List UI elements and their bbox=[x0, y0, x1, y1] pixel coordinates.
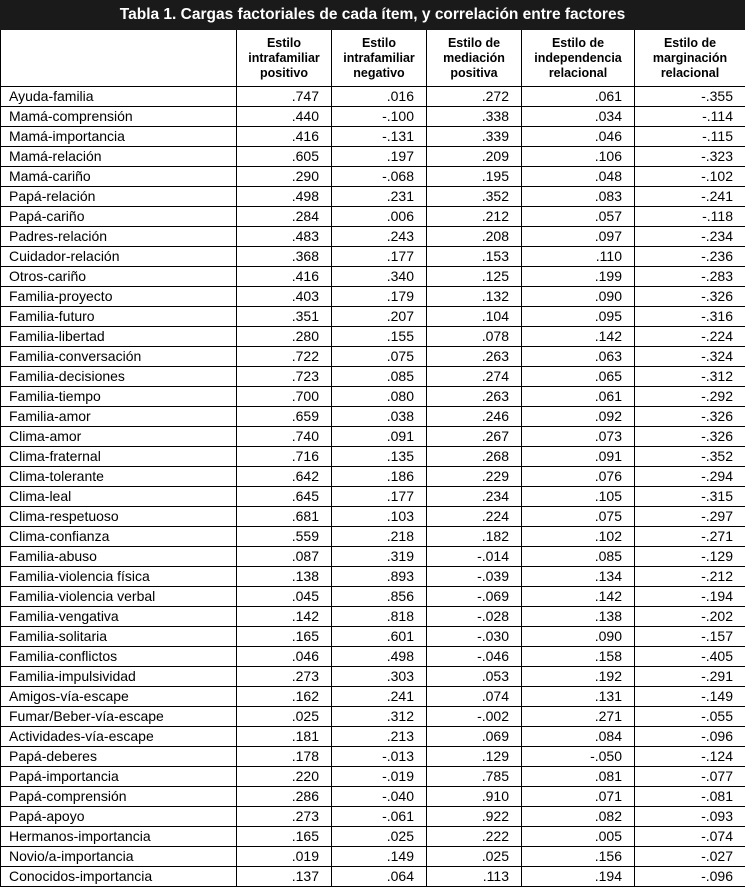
table-row bbox=[1, 127, 745, 147]
item-label: Ayuda-familia bbox=[1, 87, 237, 107]
table-row bbox=[1, 467, 745, 487]
factor-loading-cell: .091 bbox=[332, 427, 427, 447]
factor-loading-cell: .083 bbox=[522, 187, 635, 207]
factor-loading-cell: -.312 bbox=[635, 367, 745, 387]
item-label: Familia-impulsividad bbox=[1, 667, 237, 687]
factor-loading-cell: .195 bbox=[427, 167, 522, 187]
factor-loading-cell: .351 bbox=[237, 307, 332, 327]
table-row bbox=[1, 187, 745, 207]
item-label: Familia-conflictos bbox=[1, 647, 237, 667]
item-label: Clima-tolerante bbox=[1, 467, 237, 487]
factor-loading-cell: .716 bbox=[237, 447, 332, 467]
factor-loading-cell: .019 bbox=[237, 847, 332, 867]
factor-loading-cell: .722 bbox=[237, 347, 332, 367]
item-label: Actividades-vía-escape bbox=[1, 727, 237, 747]
factor-loading-cell: -.055 bbox=[635, 707, 745, 727]
factor-loading-cell: .186 bbox=[332, 467, 427, 487]
table-row bbox=[1, 327, 745, 347]
factor-loading-cell: -.050 bbox=[522, 747, 635, 767]
factor-loading-cell: -.316 bbox=[635, 307, 745, 327]
factor-loading-cell: -.114 bbox=[635, 107, 745, 127]
factor-loading-cell: .085 bbox=[522, 547, 635, 567]
factor-loading-cell: .134 bbox=[522, 567, 635, 587]
item-label: Clima-leal bbox=[1, 487, 237, 507]
factor-loading-cell: .856 bbox=[332, 587, 427, 607]
factor-loading-cell: .280 bbox=[237, 327, 332, 347]
table-row bbox=[1, 807, 745, 827]
factor-loading-cell: -.212 bbox=[635, 567, 745, 587]
factor-loading-cell: -.241 bbox=[635, 187, 745, 207]
factor-loading-cell: .074 bbox=[427, 687, 522, 707]
factor-loading-cell: -.014 bbox=[427, 547, 522, 567]
factor-loading-cell: .440 bbox=[237, 107, 332, 127]
table-row bbox=[1, 407, 745, 427]
factor-loading-cell: .263 bbox=[427, 347, 522, 367]
factor-loading-cell: .268 bbox=[427, 447, 522, 467]
factor-loading-cell: .273 bbox=[237, 667, 332, 687]
factor-loading-cell: .102 bbox=[522, 527, 635, 547]
header-intrafamiliar-positivo: Estilo intrafamiliar positivo bbox=[237, 30, 332, 87]
factor-loading-cell: -.077 bbox=[635, 767, 745, 787]
item-label: Papá-importancia bbox=[1, 767, 237, 787]
item-label: Clima-respetuoso bbox=[1, 507, 237, 527]
factor-loading-cell: .246 bbox=[427, 407, 522, 427]
factor-loading-cell: .224 bbox=[427, 507, 522, 527]
table-row bbox=[1, 747, 745, 767]
factor-loading-cell: -.297 bbox=[635, 507, 745, 527]
factor-loading-cell: .700 bbox=[237, 387, 332, 407]
factor-loading-cell: .006 bbox=[332, 207, 427, 227]
item-label: Clima-confianza bbox=[1, 527, 237, 547]
factor-loading-cell: .046 bbox=[237, 647, 332, 667]
factor-loading-cell: .338 bbox=[427, 107, 522, 127]
factor-loading-cell: .290 bbox=[237, 167, 332, 187]
factor-loading-cell: -.292 bbox=[635, 387, 745, 407]
factor-loading-cell: .142 bbox=[522, 327, 635, 347]
factor-loading-cell: .076 bbox=[522, 467, 635, 487]
factor-loading-cell: .229 bbox=[427, 467, 522, 487]
factor-loading-cell: .073 bbox=[522, 427, 635, 447]
item-label: Cuidador-relación bbox=[1, 247, 237, 267]
factor-loading-cell: -.405 bbox=[635, 647, 745, 667]
table-row bbox=[1, 647, 745, 667]
table-row bbox=[1, 387, 745, 407]
factor-loading-cell: .025 bbox=[237, 707, 332, 727]
factor-loading-cell: .243 bbox=[332, 227, 427, 247]
factor-loading-cell: .155 bbox=[332, 327, 427, 347]
factor-loading-cell: -.129 bbox=[635, 547, 745, 567]
factor-loading-cell: .084 bbox=[522, 727, 635, 747]
item-label: Familia-violencia física bbox=[1, 567, 237, 587]
factor-loading-cell: .065 bbox=[522, 367, 635, 387]
factor-loading-cell: .078 bbox=[427, 327, 522, 347]
item-label: Familia-proyecto bbox=[1, 287, 237, 307]
factor-loading-cell: -.131 bbox=[332, 127, 427, 147]
factor-loading-cell: .097 bbox=[522, 227, 635, 247]
factor-loading-cell: .723 bbox=[237, 367, 332, 387]
factor-loading-cell: .129 bbox=[427, 747, 522, 767]
factor-loading-cell: .559 bbox=[237, 527, 332, 547]
table-row bbox=[1, 147, 745, 167]
item-label: Familia-libertad bbox=[1, 327, 237, 347]
factor-loading-cell: .213 bbox=[332, 727, 427, 747]
factor-loading-cell: .910 bbox=[427, 787, 522, 807]
factor-loading-cell: -.028 bbox=[427, 607, 522, 627]
factor-loading-cell: .263 bbox=[427, 387, 522, 407]
factor-loading-cell: .087 bbox=[237, 547, 332, 567]
table-row bbox=[1, 627, 745, 647]
table-row bbox=[1, 707, 745, 727]
item-label: Mamá-cariño bbox=[1, 167, 237, 187]
factor-loading-cell: .642 bbox=[237, 467, 332, 487]
factor-loading-cell: -.202 bbox=[635, 607, 745, 627]
item-label: Papá-relación bbox=[1, 187, 237, 207]
factor-loading-cell: .178 bbox=[237, 747, 332, 767]
factor-loading-cell: .403 bbox=[237, 287, 332, 307]
factor-loading-cell: .153 bbox=[427, 247, 522, 267]
factor-loading-cell: .740 bbox=[237, 427, 332, 447]
factor-loading-cell: -.013 bbox=[332, 747, 427, 767]
table-row bbox=[1, 527, 745, 547]
factor-loading-cell: .095 bbox=[522, 307, 635, 327]
factor-loading-cell: -.061 bbox=[332, 807, 427, 827]
factor-loading-cell: .149 bbox=[332, 847, 427, 867]
factor-loading-cell: .025 bbox=[332, 827, 427, 847]
factor-loading-cell: .158 bbox=[522, 647, 635, 667]
table-row bbox=[1, 107, 745, 127]
item-label: Papá-comprensión bbox=[1, 787, 237, 807]
factor-loading-cell: .135 bbox=[332, 447, 427, 467]
factor-loading-cell: -.149 bbox=[635, 687, 745, 707]
item-label: Familia-futuro bbox=[1, 307, 237, 327]
factor-loading-cell: .061 bbox=[522, 87, 635, 107]
factor-loading-cell: .063 bbox=[522, 347, 635, 367]
factor-loading-cell: .303 bbox=[332, 667, 427, 687]
factor-loading-cell: .075 bbox=[332, 347, 427, 367]
table-row bbox=[1, 767, 745, 787]
table-row bbox=[1, 827, 745, 847]
factor-loading-cell: -.234 bbox=[635, 227, 745, 247]
table-row bbox=[1, 347, 745, 367]
item-label: Amigos-vía-escape bbox=[1, 687, 237, 707]
item-label: Clima-amor bbox=[1, 427, 237, 447]
factor-loading-cell: .104 bbox=[427, 307, 522, 327]
factor-loading-cell: .272 bbox=[427, 87, 522, 107]
table-row bbox=[1, 847, 745, 867]
factor-loading-cell: .069 bbox=[427, 727, 522, 747]
item-label: Familia-amor bbox=[1, 407, 237, 427]
item-label: Familia-abuso bbox=[1, 547, 237, 567]
factor-loading-cell: .092 bbox=[522, 407, 635, 427]
factor-loading-cell: .090 bbox=[522, 287, 635, 307]
factor-loading-cell: -.291 bbox=[635, 667, 745, 687]
factor-loading-cell: .220 bbox=[237, 767, 332, 787]
factor-loading-cell: .048 bbox=[522, 167, 635, 187]
factor-loading-cell: .922 bbox=[427, 807, 522, 827]
factor-loading-cell: .416 bbox=[237, 267, 332, 287]
table-row bbox=[1, 867, 745, 887]
factor-loading-cell: .038 bbox=[332, 407, 427, 427]
header-independencia-relacional: Estilo de independencia relacional bbox=[522, 30, 635, 87]
factor-loading-cell: .605 bbox=[237, 147, 332, 167]
table-row bbox=[1, 667, 745, 687]
factor-loading-cell: .053 bbox=[427, 667, 522, 687]
table-row bbox=[1, 727, 745, 747]
factor-loading-cell: .284 bbox=[237, 207, 332, 227]
factor-loading-cell: .208 bbox=[427, 227, 522, 247]
item-label: Hermanos-importancia bbox=[1, 827, 237, 847]
item-label: Familia-violencia verbal bbox=[1, 587, 237, 607]
factor-loading-cell: .785 bbox=[427, 767, 522, 787]
factor-loading-cell: .340 bbox=[332, 267, 427, 287]
table-row bbox=[1, 787, 745, 807]
factor-loading-cell: .165 bbox=[237, 827, 332, 847]
factor-loading-cell: .113 bbox=[427, 867, 522, 887]
factor-loading-cell: .681 bbox=[237, 507, 332, 527]
factor-loading-cell: -.115 bbox=[635, 127, 745, 147]
factor-loading-cell: .064 bbox=[332, 867, 427, 887]
table-row bbox=[1, 307, 745, 327]
factor-loading-cell: -.002 bbox=[427, 707, 522, 727]
factor-loading-cell: -.096 bbox=[635, 867, 745, 887]
factor-loading-cell: .156 bbox=[522, 847, 635, 867]
item-label: Mamá-comprensión bbox=[1, 107, 237, 127]
factor-loading-cell: .091 bbox=[522, 447, 635, 467]
factor-loading-cell: .080 bbox=[332, 387, 427, 407]
factor-loading-cell: -.326 bbox=[635, 287, 745, 307]
table-row bbox=[1, 247, 745, 267]
factor-loading-cell: -.100 bbox=[332, 107, 427, 127]
table-body bbox=[1, 87, 745, 887]
item-label: Familia-solitaria bbox=[1, 627, 237, 647]
item-label: Mamá-importancia bbox=[1, 127, 237, 147]
factor-loading-cell: .085 bbox=[332, 367, 427, 387]
table-row bbox=[1, 567, 745, 587]
table-row bbox=[1, 367, 745, 387]
factor-loading-cell: .182 bbox=[427, 527, 522, 547]
factor-loading-cell: .818 bbox=[332, 607, 427, 627]
factor-loading-cell: .197 bbox=[332, 147, 427, 167]
factor-loading-cell: .274 bbox=[427, 367, 522, 387]
factor-loading-cell: .645 bbox=[237, 487, 332, 507]
item-label: Novio/a-importancia bbox=[1, 847, 237, 867]
factor-loading-cell: -.326 bbox=[635, 407, 745, 427]
factor-loading-cell: -.081 bbox=[635, 787, 745, 807]
factor-loading-cell: .267 bbox=[427, 427, 522, 447]
factor-loading-cell: .046 bbox=[522, 127, 635, 147]
table-title: Tabla 1. Cargas factoriales de cada ítem, y correlación entre factores bbox=[0, 0, 745, 30]
item-label: Mamá-relación bbox=[1, 147, 237, 167]
factor-loading-cell: -.355 bbox=[635, 87, 745, 107]
factor-loading-cell: .893 bbox=[332, 567, 427, 587]
factor-loading-cell: .218 bbox=[332, 527, 427, 547]
factor-loading-cell: .075 bbox=[522, 507, 635, 527]
factor-loading-cell: .137 bbox=[237, 867, 332, 887]
factor-loading-cell: .209 bbox=[427, 147, 522, 167]
item-label: Papá-deberes bbox=[1, 747, 237, 767]
item-label: Fumar/Beber-vía-escape bbox=[1, 707, 237, 727]
factor-loading-cell: -.283 bbox=[635, 267, 745, 287]
factor-loading-cell: -.040 bbox=[332, 787, 427, 807]
item-label: Conocidos-importancia bbox=[1, 867, 237, 887]
table-row bbox=[1, 227, 745, 247]
factor-loading-cell: .138 bbox=[237, 567, 332, 587]
factor-loading-cell: .273 bbox=[237, 807, 332, 827]
header-mediacion-positiva: Estilo de mediación positiva bbox=[427, 30, 522, 87]
header-row bbox=[1, 30, 745, 87]
table-row bbox=[1, 167, 745, 187]
factor-loading-cell: -.068 bbox=[332, 167, 427, 187]
table-row bbox=[1, 487, 745, 507]
item-label: Otros-cariño bbox=[1, 267, 237, 287]
factor-loading-cell: -.194 bbox=[635, 587, 745, 607]
factor-loading-cell: -.326 bbox=[635, 427, 745, 447]
factor-loading-cell: .416 bbox=[237, 127, 332, 147]
factor-loading-cell: -.074 bbox=[635, 827, 745, 847]
factor-loading-cell: .105 bbox=[522, 487, 635, 507]
factor-loading-cell: .045 bbox=[237, 587, 332, 607]
factor-loading-cell: .110 bbox=[522, 247, 635, 267]
table-row bbox=[1, 207, 745, 227]
table-row bbox=[1, 687, 745, 707]
factor-loading-cell: .222 bbox=[427, 827, 522, 847]
factor-loading-cell: -.019 bbox=[332, 767, 427, 787]
factor-loading-cell: -.069 bbox=[427, 587, 522, 607]
factor-loading-cell: .142 bbox=[522, 587, 635, 607]
factor-loading-cell: -.294 bbox=[635, 467, 745, 487]
header-intrafamiliar-negativo: Estilo intrafamiliar negativo bbox=[332, 30, 427, 87]
factor-loading-cell: .286 bbox=[237, 787, 332, 807]
factor-loading-cell: -.315 bbox=[635, 487, 745, 507]
factor-loading-cell: .025 bbox=[427, 847, 522, 867]
factor-loading-cell: -.027 bbox=[635, 847, 745, 867]
factor-loading-cell: .199 bbox=[522, 267, 635, 287]
factor-loading-cell: .131 bbox=[522, 687, 635, 707]
factor-loading-cell: -.096 bbox=[635, 727, 745, 747]
factor-loading-cell: .192 bbox=[522, 667, 635, 687]
factor-loading-cell: .179 bbox=[332, 287, 427, 307]
factor-loading-cell: .319 bbox=[332, 547, 427, 567]
factor-loading-cell: .103 bbox=[332, 507, 427, 527]
factor-loading-cell: -.118 bbox=[635, 207, 745, 227]
factor-loading-cell: -.236 bbox=[635, 247, 745, 267]
factor-loading-cell: .659 bbox=[237, 407, 332, 427]
factor-loading-cell: -.323 bbox=[635, 147, 745, 167]
factor-loading-cell: -.093 bbox=[635, 807, 745, 827]
factor-loading-cell: .241 bbox=[332, 687, 427, 707]
item-label: Familia-conversación bbox=[1, 347, 237, 367]
item-label: Padres-relación bbox=[1, 227, 237, 247]
table-row bbox=[1, 607, 745, 627]
factor-loading-cell: -.324 bbox=[635, 347, 745, 367]
factor-loading-cell: .368 bbox=[237, 247, 332, 267]
factor-loading-cell: .207 bbox=[332, 307, 427, 327]
factor-loading-cell: .057 bbox=[522, 207, 635, 227]
factor-loading-cell: .312 bbox=[332, 707, 427, 727]
factor-loading-cell: .138 bbox=[522, 607, 635, 627]
factor-loading-cell: .132 bbox=[427, 287, 522, 307]
factor-loading-cell: .071 bbox=[522, 787, 635, 807]
factor-loading-cell: .081 bbox=[522, 767, 635, 787]
item-label: Papá-apoyo bbox=[1, 807, 237, 827]
factor-loading-cell: .483 bbox=[237, 227, 332, 247]
factor-loading-cell: -.102 bbox=[635, 167, 745, 187]
table-row bbox=[1, 427, 745, 447]
factor-loading-cell: .212 bbox=[427, 207, 522, 227]
factor-loading-cell: .181 bbox=[237, 727, 332, 747]
factor-loading-cell: -.224 bbox=[635, 327, 745, 347]
factor-loading-cell: .194 bbox=[522, 867, 635, 887]
factor-loading-cell: -.352 bbox=[635, 447, 745, 467]
item-label: Papá-cariño bbox=[1, 207, 237, 227]
factor-loading-cell: .142 bbox=[237, 607, 332, 627]
factor-loading-cell: .162 bbox=[237, 687, 332, 707]
table-row bbox=[1, 507, 745, 527]
factor-loading-cell: .231 bbox=[332, 187, 427, 207]
factor-loading-cell: .082 bbox=[522, 807, 635, 827]
factor-loading-cell: .601 bbox=[332, 627, 427, 647]
factor-loading-cell: .125 bbox=[427, 267, 522, 287]
factor-loading-cell: .090 bbox=[522, 627, 635, 647]
factor-loading-cell: -.157 bbox=[635, 627, 745, 647]
factor-loading-cell: .339 bbox=[427, 127, 522, 147]
factor-loading-cell: .747 bbox=[237, 87, 332, 107]
item-label: Familia-decisiones bbox=[1, 367, 237, 387]
header-marginacion-relacional: Estilo de marginación relacional bbox=[635, 30, 745, 87]
factor-loading-cell: .271 bbox=[522, 707, 635, 727]
item-label: Clima-fraternal bbox=[1, 447, 237, 467]
factor-loading-cell: -.046 bbox=[427, 647, 522, 667]
item-label: Familia-tiempo bbox=[1, 387, 237, 407]
factor-loading-cell: -.271 bbox=[635, 527, 745, 547]
factor-loading-cell: .234 bbox=[427, 487, 522, 507]
factor-loading-cell: .106 bbox=[522, 147, 635, 167]
header-item bbox=[1, 30, 237, 87]
factor-loading-cell: .352 bbox=[427, 187, 522, 207]
factor-loading-cell: .177 bbox=[332, 487, 427, 507]
table-row bbox=[1, 447, 745, 467]
factor-loading-cell: -.124 bbox=[635, 747, 745, 767]
table-row bbox=[1, 587, 745, 607]
factor-loading-cell: .498 bbox=[332, 647, 427, 667]
factor-loading-cell: .061 bbox=[522, 387, 635, 407]
item-label: Familia-vengativa bbox=[1, 607, 237, 627]
factor-loadings-table bbox=[0, 30, 745, 887]
factor-loading-cell: .005 bbox=[522, 827, 635, 847]
table-row bbox=[1, 87, 745, 107]
table-row bbox=[1, 287, 745, 307]
factor-loading-cell: .498 bbox=[237, 187, 332, 207]
factor-loading-cell: -.039 bbox=[427, 567, 522, 587]
table-row bbox=[1, 547, 745, 567]
factor-loading-cell: .016 bbox=[332, 87, 427, 107]
factor-loading-cell: .165 bbox=[237, 627, 332, 647]
factor-loading-cell: -.030 bbox=[427, 627, 522, 647]
factor-loading-cell: .177 bbox=[332, 247, 427, 267]
table-row bbox=[1, 267, 745, 287]
factor-loading-cell: .034 bbox=[522, 107, 635, 127]
